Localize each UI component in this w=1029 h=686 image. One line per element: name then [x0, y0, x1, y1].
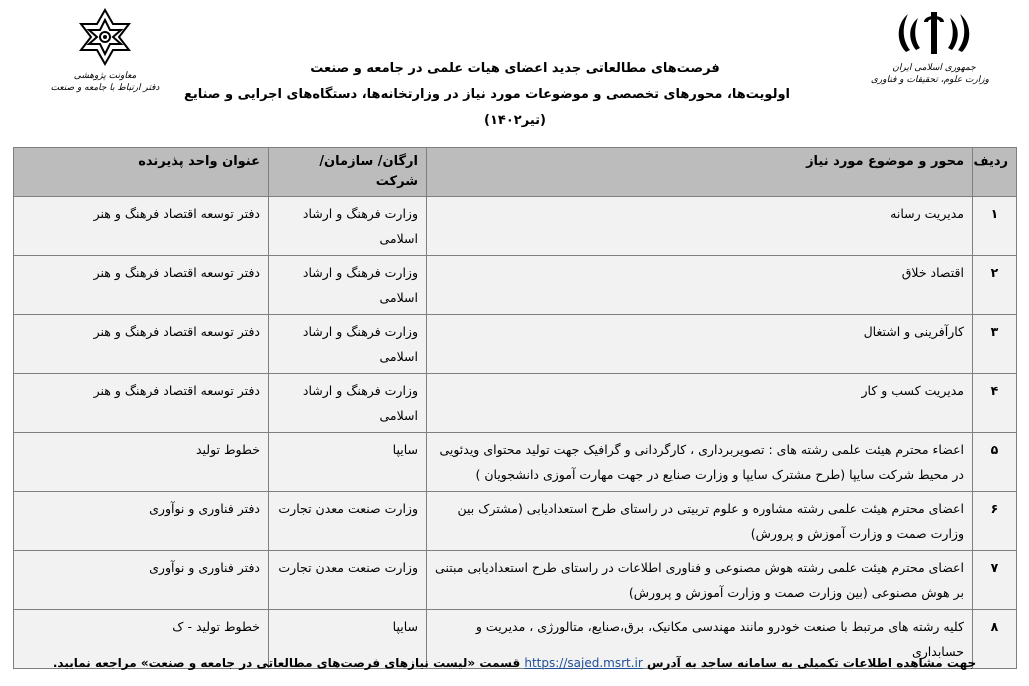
table-row [14, 492, 1017, 551]
table-row [14, 551, 1017, 610]
row-topic: اعضای محترم هیئت علمی رشته مشاوره و علوم تربیتی در راستای طرح استعدادیابی (مشترک بین وزارت صمت و وزارت آموزش و پرورش) [427, 492, 973, 551]
row-number: ۸ [973, 610, 1017, 669]
row-topic: اعضای محترم هیئت علمی رشته هوش مصنوعی و فناوری اطلاعات در راستای طرح استعدادیابی مبتنی بر هوش مصنوعی (بین وزارت صمت و وزارت آموزش و پرورش) [427, 551, 973, 610]
header-host-unit: عنوان واحد پذیرنده [14, 148, 269, 197]
row-topic: مدیریت رسانه [427, 197, 973, 256]
row-organization: وزارت فرهنگ و ارشاد اسلامی [269, 197, 427, 256]
row-organization: وزارت صنعت معدن تجارت [269, 551, 427, 610]
row-host-unit: خطوط تولید - ک [14, 610, 269, 669]
row-number: ۶ [973, 492, 1017, 551]
row-number: ۳ [973, 315, 1017, 374]
row-host-unit: دفتر توسعه اقتصاد فرهنگ و هنر [14, 256, 269, 315]
table-row [14, 433, 1017, 492]
footer-note [13, 656, 1016, 670]
footer-text-after: قسمت «لیست نیازهای فرصت‌های مطالعاتی در جامعه و صنعت» مراجعه نمایید. [52, 656, 521, 670]
table-row [14, 374, 1017, 433]
page-header [0, 0, 1029, 140]
header-row-number: ردیف [973, 148, 1017, 197]
row-number: ۴ [973, 374, 1017, 433]
row-number: ۲ [973, 256, 1017, 315]
header-topic: محور و موضوع مورد نیاز [427, 148, 973, 197]
row-topic: کارآفرینی و اشتغال [427, 315, 973, 374]
row-topic: اقتصاد خلاق [427, 256, 973, 315]
row-organization: وزارت فرهنگ و ارشاد اسلامی [269, 256, 427, 315]
ornament-icon [75, 8, 135, 66]
row-host-unit: خطوط تولید [14, 433, 269, 492]
row-number: ۵ [973, 433, 1017, 492]
table-row [14, 315, 1017, 374]
header-organization: ارگان/ سازمان/ شرکت [269, 148, 427, 197]
title-line-3: (تیر۱۴۰۲) [484, 113, 546, 128]
row-host-unit: دفتر توسعه اقتصاد فرهنگ و هنر [14, 374, 269, 433]
footer-text-before: جهت مشاهده اطلاعات تکمیلی به سامانه ساجد به آدرس [647, 656, 977, 670]
row-organization: سایپا [269, 610, 427, 669]
row-organization: وزارت صنعت معدن تجارت [269, 492, 427, 551]
iran-emblem-icon [894, 8, 974, 58]
ministry-logo [870, 8, 989, 86]
row-organization: وزارت فرهنگ و ارشاد اسلامی [269, 315, 427, 374]
row-host-unit: دفتر فناوری و نوآوری [14, 492, 269, 551]
sajed-link[interactable]: https://sajed.msrt.ir [524, 656, 643, 670]
table-row [14, 197, 1017, 256]
logo-left-caption1: معاونت پژوهشی [73, 71, 137, 81]
table-row [14, 256, 1017, 315]
row-topic: اعضاء محترم هیئت علمی رشته های : تصویربرداری ، کارگردانی و گرافیک جهت تولید محتوای ویدئویی در محیط شرکت سایپا (طرح مشترک سایپا و وزارت صنایع در جهت مهارت آموزی دانشجویان ) [427, 433, 973, 492]
row-host-unit: دفتر فناوری و نوآوری [14, 551, 269, 610]
logo-left-caption2: دفتر ارتباط با جامعه و صنعت [50, 83, 160, 93]
row-topic: مدیریت کسب و کار [427, 374, 973, 433]
title-line-2: اولویت‌ها، محورهای تخصصی و موضوعات مورد نیاز در وزارتخانه‌ها، دستگاه‌های اجرایی و صنایع [183, 87, 790, 102]
row-topic: کلیه رشته های مرتبط با صنعت خودرو مانند مهندسی مکانیک، برق،صنایع، متالورژی ، مدیریت و حسابداری [427, 610, 973, 669]
row-number: ۷ [973, 551, 1017, 610]
logo-right-caption2: وزارت علوم، تحقیقات و فناوری [870, 75, 989, 85]
row-host-unit: دفتر توسعه اقتصاد فرهنگ و هنر [14, 315, 269, 374]
row-organization: وزارت فرهنگ و ارشاد اسلامی [269, 374, 427, 433]
row-host-unit: دفتر توسعه اقتصاد فرهنگ و هنر [14, 197, 269, 256]
row-organization: سایپا [269, 433, 427, 492]
document-title [183, 56, 790, 134]
row-number: ۱ [973, 197, 1017, 256]
research-office-logo [50, 8, 160, 94]
title-line-1: فرصت‌های مطالعاتی جدید اعضای هیات علمی در جامعه و صنعت [310, 61, 720, 76]
logo-right-caption1: جمهوری اسلامی ایران [892, 63, 976, 73]
needs-table [13, 147, 1017, 669]
table-header-row [14, 148, 1017, 197]
